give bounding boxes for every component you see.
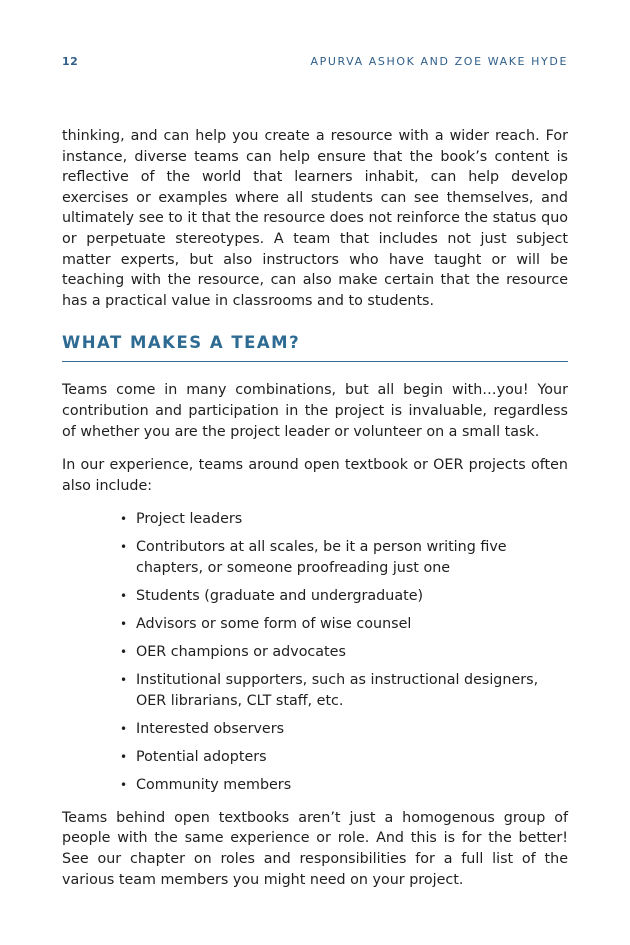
list-item-oer-champions: • OER champions or advocates (120, 642, 568, 663)
list-item-interested-observers: • Interested observers (120, 719, 568, 740)
list-item-project-leaders: • Project leaders (120, 509, 568, 530)
list-item-students: • Students (graduate and undergraduate) (120, 586, 568, 607)
team-members-list (62, 509, 568, 796)
closing-paragraph: Teams behind open textbooks aren’t just a homogenous group of people with the same experience or role. And this is for the better! See our chapter on roles and responsibilities for a full list of the various team members you might need on your project. (62, 809, 568, 888)
section-heading: WHAT MAKES A TEAM? (62, 333, 568, 362)
page-content (62, 126, 568, 890)
running-head-authors: APURVA ASHOK AND ZOE WAKE HYDE (310, 55, 568, 68)
intro-paragraph: Teams come in many combinations, but all begin with…you! Your contribution and participation in the project is invaluable, regardless of whether you are the project leader or volunteer on a small task. (62, 382, 568, 440)
list-item-potential-adopters: • Potential adopters (120, 747, 568, 768)
list-item-community-members: • Community members (120, 775, 568, 796)
experience-paragraph: In our experience, teams around open textbook or OER projects often also include: (62, 457, 568, 494)
continued-paragraph: thinking, and can help you create a resource with a wider reach. For instance, diverse teams can help ensure that the book’s content is reflective of the world that learners inhabit, can help develop exercises or examples where all students can see themselves, and ultimately see to it that the resource does not reinforce the status quo or perpetuate stereotypes. A team that includes not just subject matter experts, but also instructors who have taught or will be teaching with the resource, can also make certain that the resource has a practical value in classrooms and to students. (62, 128, 568, 309)
running-header (62, 55, 568, 71)
list-item-advisors: • Advisors or some form of wise counsel (120, 614, 568, 635)
list-item-contributors: • Contributors at all scales, be it a person writing five chapters, or someone proofreading just one (120, 537, 568, 578)
list-item-institutional-supporters: • Institutional supporters, such as instructional designers, OER librarians, CLT staff, etc. (120, 670, 568, 711)
page-number: 12 (62, 55, 79, 68)
